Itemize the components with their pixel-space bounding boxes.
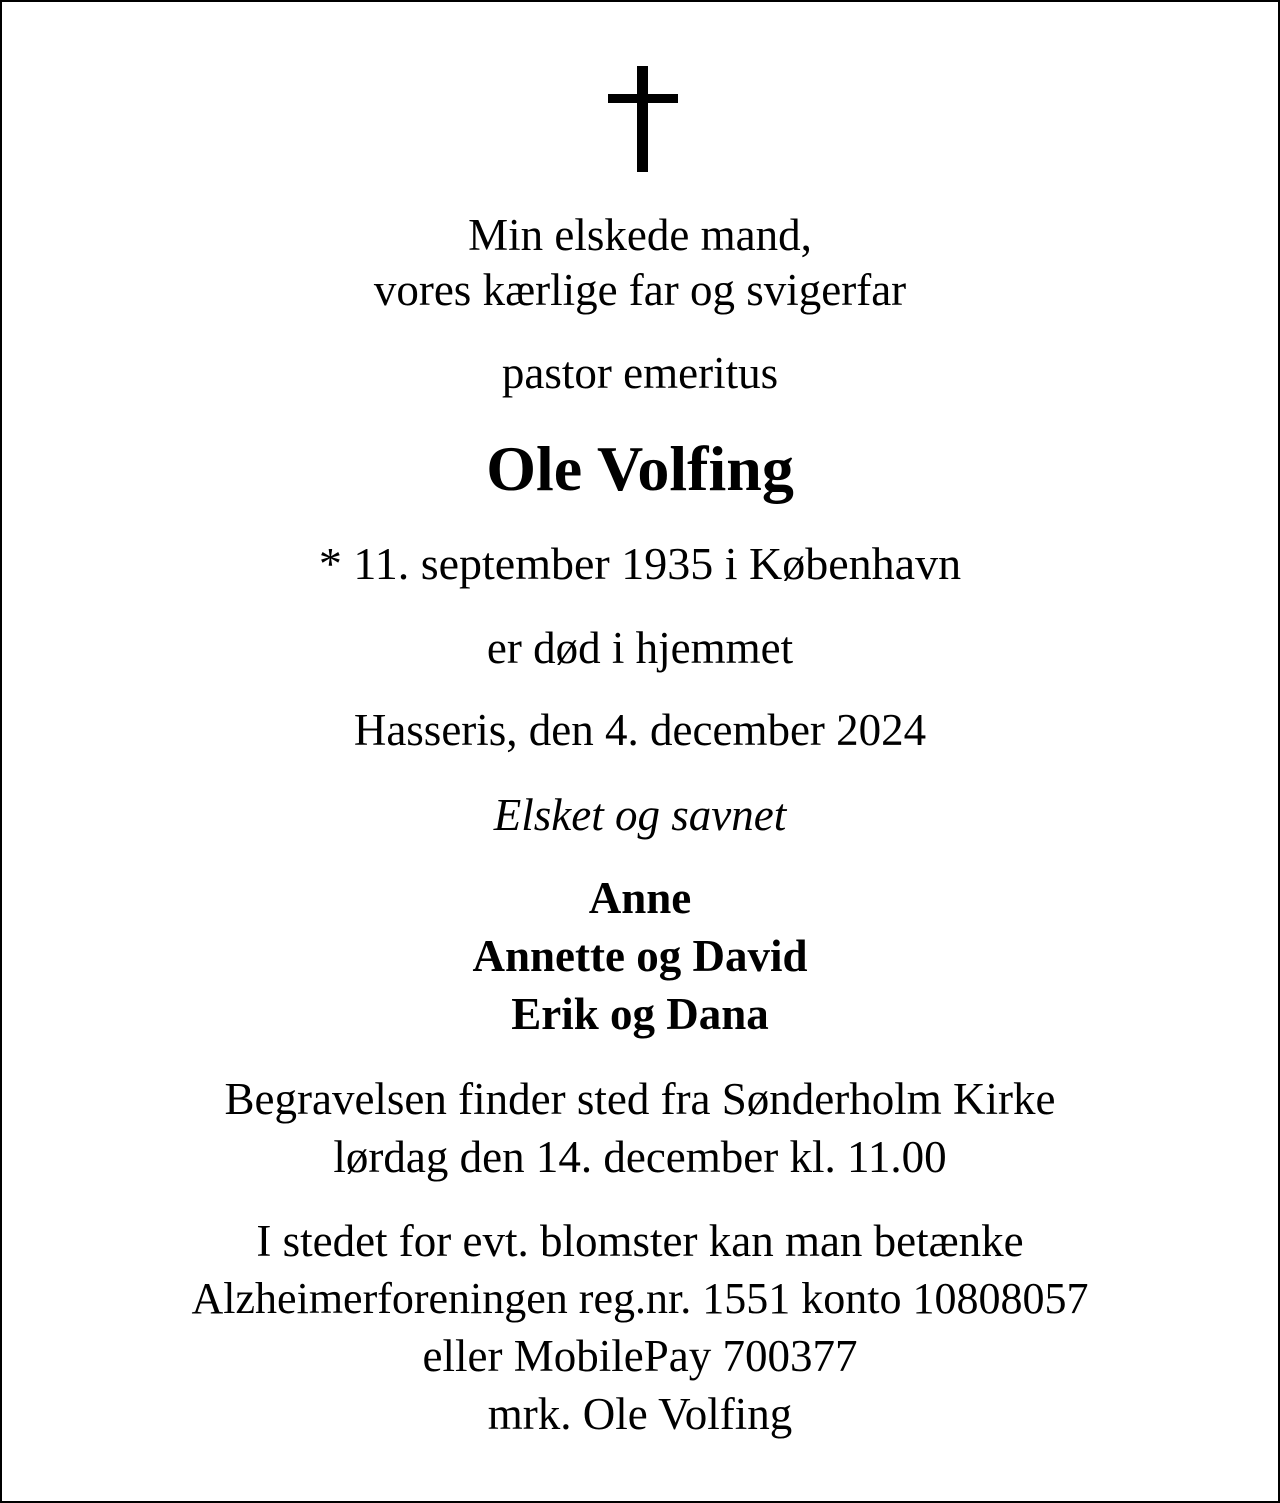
latin-cross-icon bbox=[608, 66, 678, 172]
funeral-line-1: Begravelsen finder sted fra Sønderholm Kirke bbox=[224, 1074, 1056, 1124]
intro-line-2: vores kærlige far og svigerfar bbox=[373, 265, 907, 315]
mourner-name: Erik og Dana bbox=[511, 989, 769, 1039]
donation-line-4: mrk. Ole Volfing bbox=[487, 1389, 793, 1439]
donation-line-1: I stedet for evt. blomster kan man betænke bbox=[256, 1216, 1024, 1266]
mourner-name: Anne bbox=[588, 873, 692, 923]
birth-line: * 11. september 1935 i København bbox=[318, 538, 962, 589]
deceased-title: pastor emeritus bbox=[501, 348, 779, 398]
donation-line-3: eller MobilePay 700377 bbox=[422, 1331, 858, 1381]
mourner-name: Annette og David bbox=[472, 931, 808, 981]
donation-line-2: Alzheimerforeningen reg.nr. 1551 konto 10808057 bbox=[191, 1274, 1089, 1323]
sentiment-line: Elsket og savnet bbox=[493, 790, 787, 840]
place-and-date: Hasseris, den 4. december 2024 bbox=[353, 705, 927, 755]
funeral-line-2: lørdag den 14. december kl. 11.00 bbox=[333, 1132, 947, 1182]
intro-line-1: Min elskede mand, bbox=[468, 210, 812, 260]
death-statement: er død i hjemmet bbox=[486, 623, 794, 673]
deceased-name: Ole Volfing bbox=[486, 433, 794, 504]
